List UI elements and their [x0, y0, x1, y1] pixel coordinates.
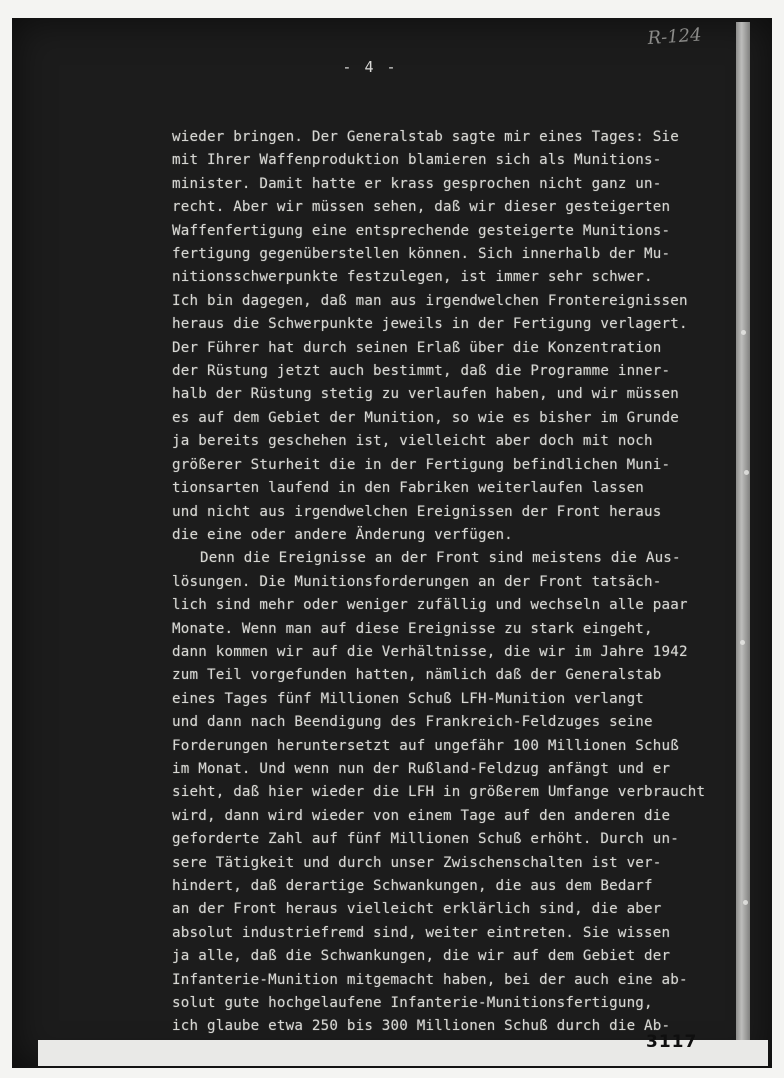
text-line: Waffenfertigung eine entsprechende gesteigerte Munitions-	[172, 222, 671, 239]
typewritten-body	[172, 126, 732, 1039]
text-line: recht. Aber wir müssen sehen, daß wir dieser gesteigerten	[172, 199, 671, 216]
corner-handwritten-note: R-124	[646, 24, 703, 50]
text-line: mit Ihrer Waffenproduktion blamieren sich als Munitions-	[172, 152, 662, 169]
text-line: und nicht aus irgendwelchen Ereignissen der Front heraus	[172, 503, 662, 520]
text-line: zum Teil vorgefunden hatten, nämlich daß der Generalstab	[172, 667, 662, 684]
dust-speck	[744, 470, 749, 475]
text-line: fertigung gegenüberstellen können. Sich innerhalb der Mu-	[172, 246, 671, 263]
text-line: hindert, daß derartige Schwankungen, die aus dem Bedarf	[172, 878, 653, 894]
text-line: halb der Rüstung stetig zu verlaufen haben, und wir müssen	[172, 386, 680, 403]
text-line: geforderte Zahl auf fünf Millionen Schuß erhöht. Durch un-	[172, 831, 680, 848]
text-line: Infanterie-Munition mitgemacht haben, bei der auch eine ab-	[172, 971, 688, 988]
text-line: sieht, daß hier wieder die LFH in größerem Umfange verbraucht	[172, 784, 706, 801]
text-line: absolut industriefremd sind, weiter eintreten. Sie wissen	[172, 924, 671, 941]
text-line: nitionsschwerpunkte festzulegen, ist immer sehr schwer.	[172, 269, 653, 286]
text-line: ja alle, daß die Schwankungen, die wir auf dem Gebiet der	[172, 948, 671, 965]
dust-speck	[741, 330, 746, 335]
text-line: heraus die Schwerpunkte jeweils in der Fertigung verlagert.	[172, 316, 688, 333]
dust-speck	[740, 640, 745, 645]
text-line: ja bereits geschehen ist, vielleicht aber doch mit noch	[172, 433, 653, 450]
text-line: eines Tages fünf Millionen Schuß LFH-Munition verlangt	[172, 690, 645, 707]
text-line: Forderungen heruntersetzt auf ungefähr 100 Millionen Schuß	[172, 737, 680, 754]
text-line: und dann nach Beendigung des Frankreich-Feldzuges seine	[172, 714, 653, 731]
text-line: lich sind mehr oder weniger zufällig und wechseln alle paar	[172, 597, 688, 614]
text-line: ich glaube etwa 250 bis 300 Millionen Schuß durch die Ab-	[172, 1018, 671, 1035]
text-line: Monate. Wenn man auf diese Ereignisse zu stark eingeht,	[172, 620, 653, 637]
text-line: wird, dann wird wieder von einem Tage auf den anderen die	[172, 807, 671, 824]
text-line: Ich bin dagegen, daß man aus irgendwelchen Frontereignissen	[172, 292, 688, 309]
text-line: an der Front heraus vielleicht erklärlich sind, die aber	[172, 901, 662, 918]
text-line: der Rüstung jetzt auch bestimmt, daß die Programme inner-	[172, 363, 671, 380]
text-line: die eine oder andere Änderung verfügen.	[172, 526, 513, 543]
text-line: wieder bringen. Der Generalstab sagte mir eines Tages: Sie	[172, 129, 680, 145]
text-line: Denn die Ereignisse an der Front sind meistens die Aus-	[200, 550, 681, 567]
text-line: lösungen. Die Munitionsforderungen an der Front tatsäch-	[172, 573, 662, 590]
text-line: im Monat. Und wenn nun der Rußland-Feldzug anfängt und er	[172, 760, 671, 777]
text-line: sere Tätigkeit und durch unser Zwischenschalten ist ver-	[172, 854, 662, 871]
text-line: dann kommen wir auf die Verhältnisse, die wir im Jahre 1942	[172, 643, 688, 660]
text-line: tionsarten laufend in den Fabriken weiterlaufen lassen	[172, 480, 645, 497]
text-line: minister. Damit hatte er krass gesprochen nicht ganz un-	[172, 175, 662, 192]
text-line: größerer Sturheit die in der Fertigung befindlichen Muni-	[172, 456, 671, 473]
page-number: - 4 -	[342, 58, 398, 76]
dust-speck	[743, 900, 748, 905]
text-line: solut gute hochgelaufene Infanterie-Munitionsfertigung,	[172, 995, 653, 1012]
page-edge-strip	[736, 22, 750, 1052]
document-id: 3117	[646, 1032, 698, 1052]
text-line: es auf dem Gebiet der Munition, so wie es bisher im Grunde	[172, 409, 680, 426]
text-line: Der Führer hat durch seinen Erlaß über die Konzentration	[172, 339, 662, 356]
